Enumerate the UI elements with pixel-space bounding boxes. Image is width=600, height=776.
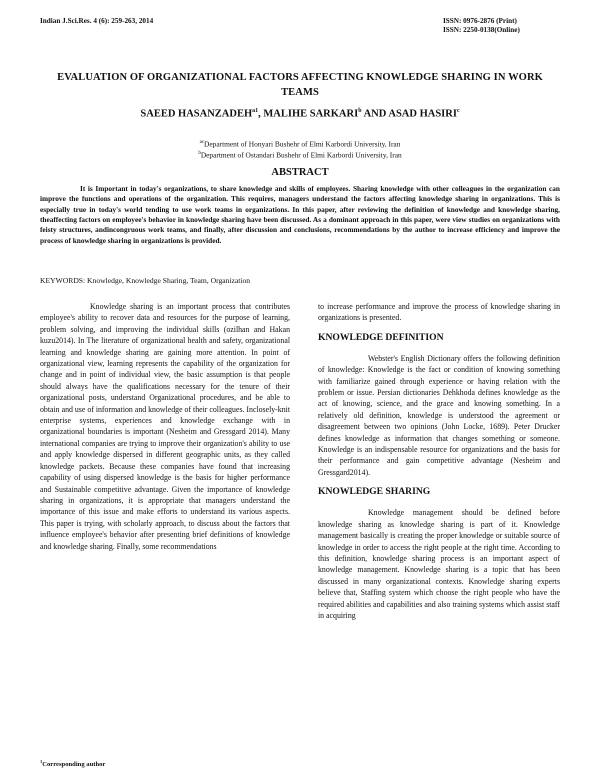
affiliation: [40, 138, 560, 149]
author-sep: AND: [361, 108, 389, 120]
body-paragraph: Knowledge sharing is an important process that contributes employee's ability to recover data and resources for the purpose of learning, problem solving, and improving the individual skills (ozilhan and Hakan kuzu2014). In The literature of organizational health and safety, organizational learning and knowledge sharing are gaining more attention. In point of organizational view, learning represents the capability of the organization for change and in point of individual view, the basic assumption is that people should always have the qualifications necessary for the tenure of their organizational posts, understand Organizational procedures, and be able to obtain and use of information and knowledge of their colleagues. Inclosely-knit enterprise systems, experiences and knowledge exchange with in organizational boundaries is important (Nesheim and Gressgard 2014). Many international companies are trying to improve their organization's ability to use and apply knowledge dispersed in different geographic units, as they called knowledge packets. Because these companies have found that increasing capability of using dispersed knowledge is the basis for higher performance and Sustainable competitive advantage. Given the importance of knowledge sharing in organizations, it is appropriate that managers understand the importance of this issue and make efforts to understand its various aspects. This paper is trying, with scholarly approach, to discuss about the factors that influence employee's behavior after presenting brief definitions of knowledge and knowledge sharing. Finally, some recommendations: [40, 302, 290, 551]
footnote-sup: 1: [40, 759, 43, 764]
body-paragraph: Knowledge management should be defined before knowledge sharing as knowledge sharing is part of it. Knowledge management basically is creating the proper knowledge or suitable source of knowledge in order to access the right people at the right time. According to this definition, knowledge sharing process is an important aspect of knowledge management. Knowledge sharing is a topic that has been discussed in many organizational contexts. Knowledge sharing experts believe that, Staffing system which choose the right people who have the required abilities and capabilities and also training systems which assist staff in acquiring: [318, 508, 560, 620]
affiliation-text: Department of Honyari Bushehr of Elmi Karbordi University, Iran: [204, 139, 401, 149]
issn-online: ISSN: 2250-0138(Online): [443, 26, 520, 34]
keywords-text: : Knowledge, Knowledge Sharing, Team, Organization: [83, 276, 251, 285]
footnote: [40, 759, 105, 768]
author-sep: ,: [258, 108, 264, 120]
affiliations: [40, 138, 560, 161]
section-heading-knowledge-definition: KNOWLEDGE DEFINITION: [318, 331, 444, 343]
body-paragraph: Webster's English Dictionary offers the following definition of knowledge: Knowledge is the fact or condition of knowing something with familiarize gained through experience or having relation with the problem or issue. Persian dictionaries Dehkhoda defines knowledge as the act of knowing, science, and the grace and knowing something. In a relatively old definition, knowledge is understood the agreement or disagreement between two opinions (John Locke, 1689). Peter Drucker defines knowledge as information that changes something or someone. Knowledge is an indispensable resource for organizations and the basis for their performance and gain competitive advantage (Nesheim and Gressgard2014).: [318, 353, 560, 477]
author-name: SAEED HASANZADEH: [140, 108, 253, 120]
paper-title: EVALUATION OF ORGANIZATIONAL FACTORS AFFECTING KNOWLEDGE SHARING IN WORK TEAMS: [57, 72, 543, 98]
author-sup: c: [456, 108, 460, 114]
author-list: [40, 108, 560, 120]
author-name: ASAD HASIRI: [388, 108, 457, 120]
body-paragraph: to increase performance and improve the process of knowledge sharing in organizations is presented.: [318, 302, 560, 323]
affiliation-sup: b: [198, 151, 201, 157]
keywords-line: [40, 276, 250, 285]
abstract-heading: ABSTRACT: [271, 167, 329, 178]
author-sup: a1: [252, 108, 259, 114]
footnote-text: Corresponding author: [42, 761, 106, 769]
abstract-text: It is Important in today's organizations, to share knowledge and skills of employees. Sharing knowledge with other colleagues in the organization can improve the functions and operations of the organization. This requires, managers understand the factors affecting knowledge sharing in organizations. This is especially true in today's world tending to use work teams in organizations. In this paper, after reviewing the definition of knowledge and knowledge sharing, theaffecting factors on employee's behavior in knowledge sharing have been discussed. As a dominant approach in this paper, were view studies on organizations with feisty structures, andincongruous work teams, and finally, after discussion and conclusions, recommendations by the author to increase efficiency and improve the process of knowledge sharing in organizations is provided.: [40, 184, 560, 245]
affiliation-text: Department of Ostandari Bushehr of Elmi Karbordi University, Iran: [200, 150, 402, 160]
issn-block: [443, 17, 520, 35]
author-sup: b: [358, 108, 362, 114]
journal-citation: Indian J.Sci.Res. 4 (6): 259-263, 2014: [40, 17, 154, 25]
keywords-label: KEYWORDS: [40, 276, 84, 285]
affiliation-sup: ac: [199, 140, 205, 145]
issn-print: ISSN: 0976-2876 (Print): [443, 17, 517, 25]
left-column: [40, 301, 290, 554]
author-name: MALIHE SARKARI: [263, 108, 359, 120]
section-heading-knowledge-sharing: KNOWLEDGE SHARING: [318, 486, 431, 498]
affiliation: [40, 149, 560, 160]
right-column: [318, 301, 560, 623]
